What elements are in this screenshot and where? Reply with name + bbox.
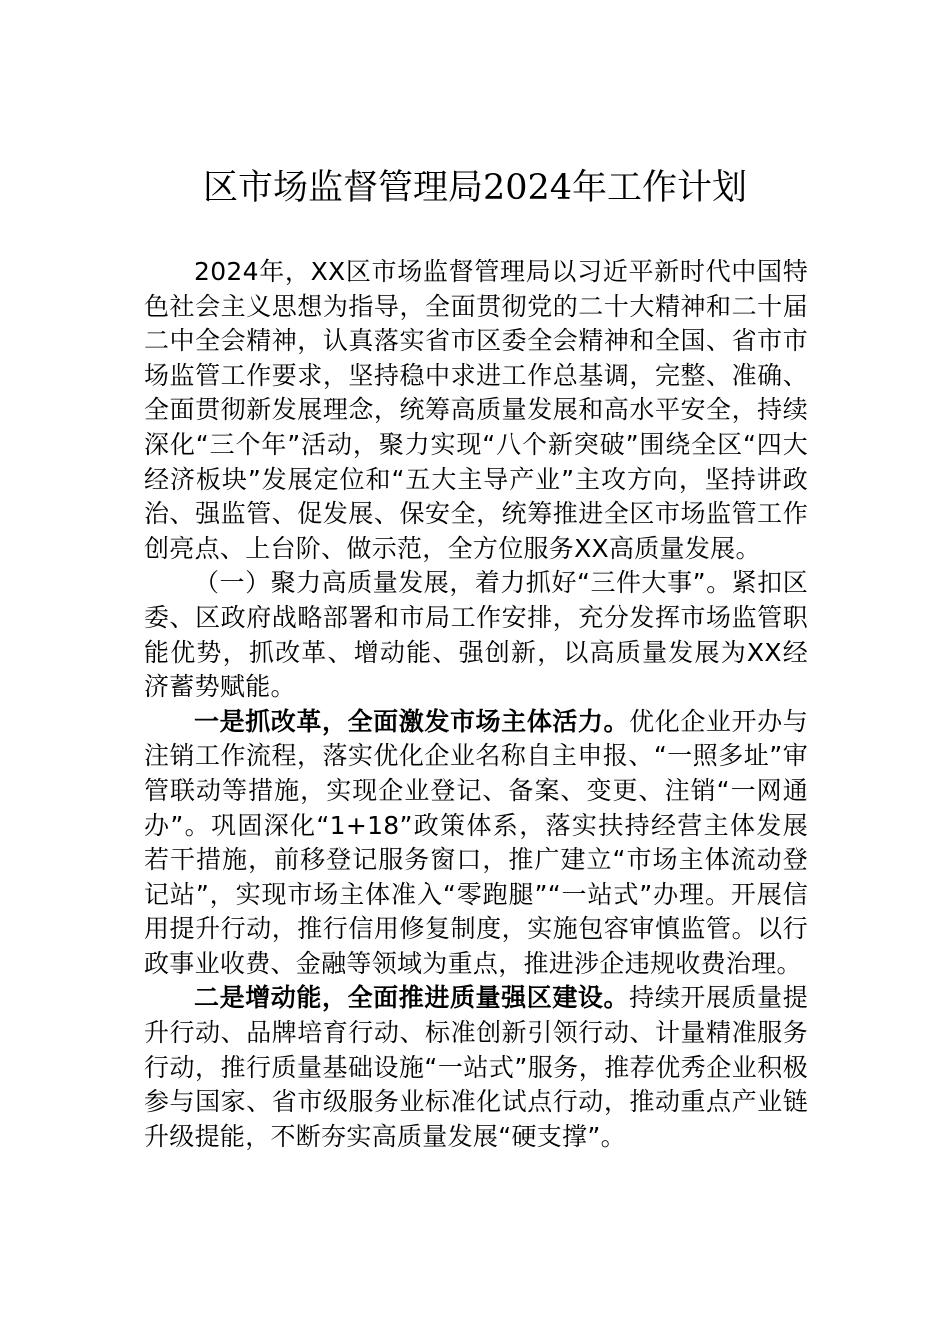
paragraph-text: 2024年，XX区市场监督管理局以习近平新时代中国特色社会主义思想为指导，全面贯彻党的二十大精神和二十届二中全会精神，认真落实省市区委全会精神和全国、省市市场监管工作要求，坚持稳中求进工作总基调，完整、准确、全面贯彻新发展理念，统筹高质量发展和高水平安全，持续深化“三个年”活动，聚力实现“八个新突破”围绕全区“四大经济板块”发展定位和“五大主导产业”主攻方向，坚持讲政治、强监管、促发展、保安全，统筹推进全区市场监管工作创亮点、上台阶、做示范，全方位服务XX高质量发展。 — [144, 257, 808, 563]
paragraph-text: 优化企业开办与注销工作流程，落实优化企业名称自主申报、“一照多址”审管联动等措施，实现企业登记、备案、变更、注销“一网通办”。巩固深化“1+18”政策体系，落实扶持经营主体发展若干措施，前移登记服务窗口，推广建立“市场主体流动登记站”，实现市场主体准入“零跑腿”“一站式”办理。开展信用提升行动，推行信用修复制度，实施包容审慎监管。以行政事业收费、金融等领域为重点，推进涉企违规收费治理。 — [144, 706, 808, 978]
document-body — [144, 255, 808, 1154]
document-title: 区市场监督管理局2024年工作计划 — [202, 168, 748, 208]
paragraph-lead-heading: 一是抓改革，全面激发市场主体活力。 — [194, 706, 630, 736]
paragraph-text: 持续开展质量提升行动、品牌培育行动、标准创新引领行动、计量精准服务行动，推行质量基础设施“一站式”服务，推荐优秀企业积极参与国家、省市级服务业标准化试点行动，推动重点产业链升级提能，不断夯实高质量发展“硬支撑”。 — [144, 983, 808, 1151]
paragraph-section-one — [144, 566, 808, 704]
paragraph-lead-heading: 二是增动能，全面推进质量强区建设。 — [194, 983, 630, 1013]
paragraph-text: （一）聚力高质量发展，着力抓好“三件大事”。紧扣区委、区政府战略部署和市局工作安排，充分发挥市场监管职能优势，抓改革、增动能、强创新，以高质量发展为XX经济蓄势赋能。 — [144, 568, 808, 702]
paragraph-reform — [144, 705, 808, 982]
paragraph-intro — [144, 255, 808, 566]
paragraph-momentum — [144, 981, 808, 1154]
